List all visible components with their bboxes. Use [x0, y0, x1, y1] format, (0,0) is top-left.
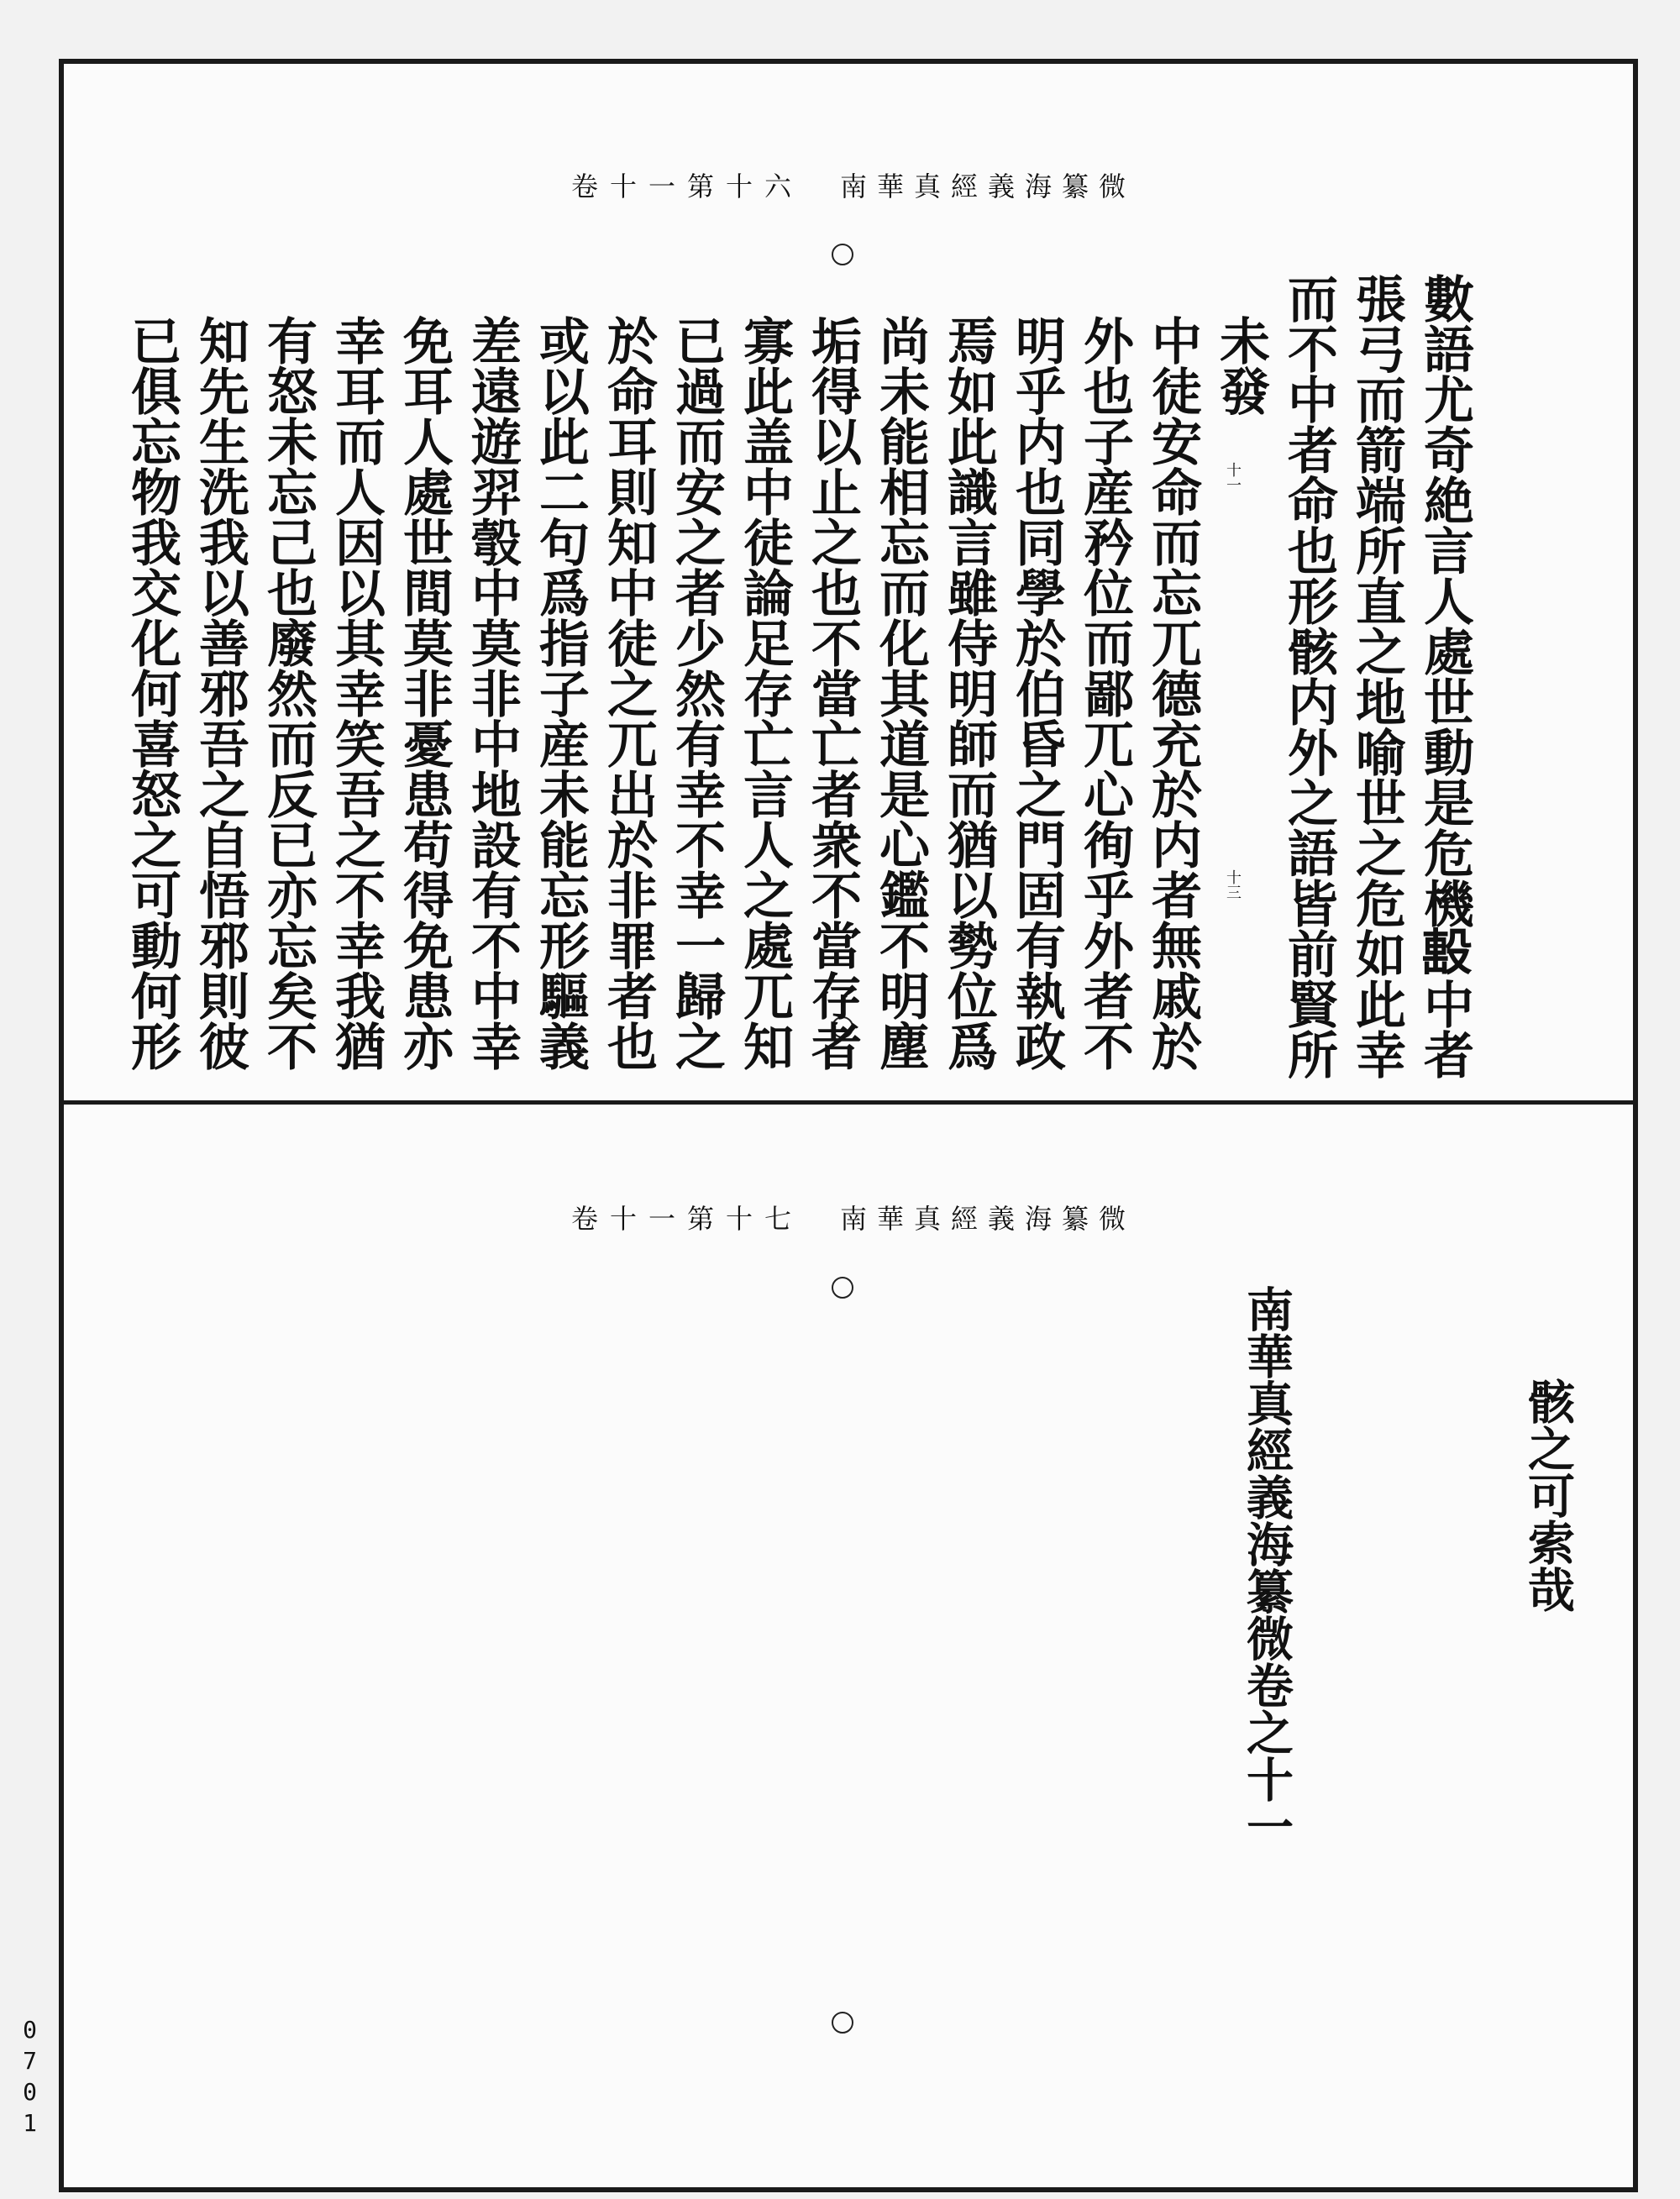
text-column: 有怒未忘己也廢然而反已亦忘矣不	[259, 315, 318, 1071]
bottom-page-header	[571, 1197, 1136, 1237]
page-divider	[59, 1100, 1638, 1105]
bottom-page-title: 南華真經義海纂微	[840, 1203, 1137, 1235]
text-column: 免耳人處世間莫非憂患苟得免患亦	[395, 315, 454, 1071]
text-column: 差遠遊羿彀中莫非中地設有不中幸	[463, 315, 522, 1071]
binding-circle-top	[832, 244, 853, 265]
top-page-chapter: 卷十一第十六	[571, 171, 804, 202]
text-column: 焉如此識言雖侍明師而猶以勢位爲	[939, 315, 998, 1071]
text-column: 於命耳則知中徒之兀出於非罪者也	[599, 315, 658, 1071]
top-page-header	[571, 165, 1136, 205]
binding-circle-bottom-lower	[832, 2012, 853, 2034]
colophon-column: 南華真經義海纂微卷之十一	[1239, 1285, 1294, 1850]
text-column: 中徒安命而忘兀德充於内者無戚於	[1143, 315, 1202, 1071]
top-page-title: 南華真經義海纂微	[840, 171, 1137, 202]
text-column: 張弓而箭端所直之地喻世之危如此幸	[1347, 273, 1406, 1079]
text-column: 而不中者命也形骸内外之語皆前賢所	[1279, 273, 1338, 1079]
text-column: 寡此盖中徒論足存亡言人之處兀知	[735, 315, 794, 1071]
text-column: 明乎内也同學於伯昏之門固有執政	[1007, 315, 1066, 1071]
text-column: 骸之可索哉	[1520, 1378, 1576, 1613]
text-column: 尚未能相忘而化其道是心鑑不明塵	[871, 315, 930, 1071]
text-column: 外也子産矜位而鄙兀心徇乎外者不	[1075, 315, 1134, 1071]
binding-circle-bottom	[832, 1277, 853, 1299]
text-column: 垢得以止之也不當亡者衆不當存者	[803, 315, 862, 1071]
text-column: 數語尤奇絶言人處世動是危機𣪠中者	[1415, 273, 1474, 1079]
text-column: 幸耳而人因以其幸笑吾之不幸我猶	[327, 315, 386, 1071]
text-column: 或以此二句爲指子産未能忘形驅義	[531, 315, 590, 1071]
text-column: 已俱忘物我交化何喜怒之可動何形	[123, 315, 181, 1071]
bottom-page-chapter: 卷十一第十七	[571, 1203, 804, 1235]
text-column: 知先生洗我以善邪吾之自悟邪則彼	[191, 315, 249, 1071]
text-column: 已過而安之者少然有幸不幸一歸之	[667, 315, 726, 1071]
margin-note: 十一	[1224, 462, 1242, 492]
text-column: 未發	[1211, 315, 1270, 416]
page-number: 0701	[16, 2016, 44, 2140]
margin-note: 十三	[1224, 869, 1242, 900]
